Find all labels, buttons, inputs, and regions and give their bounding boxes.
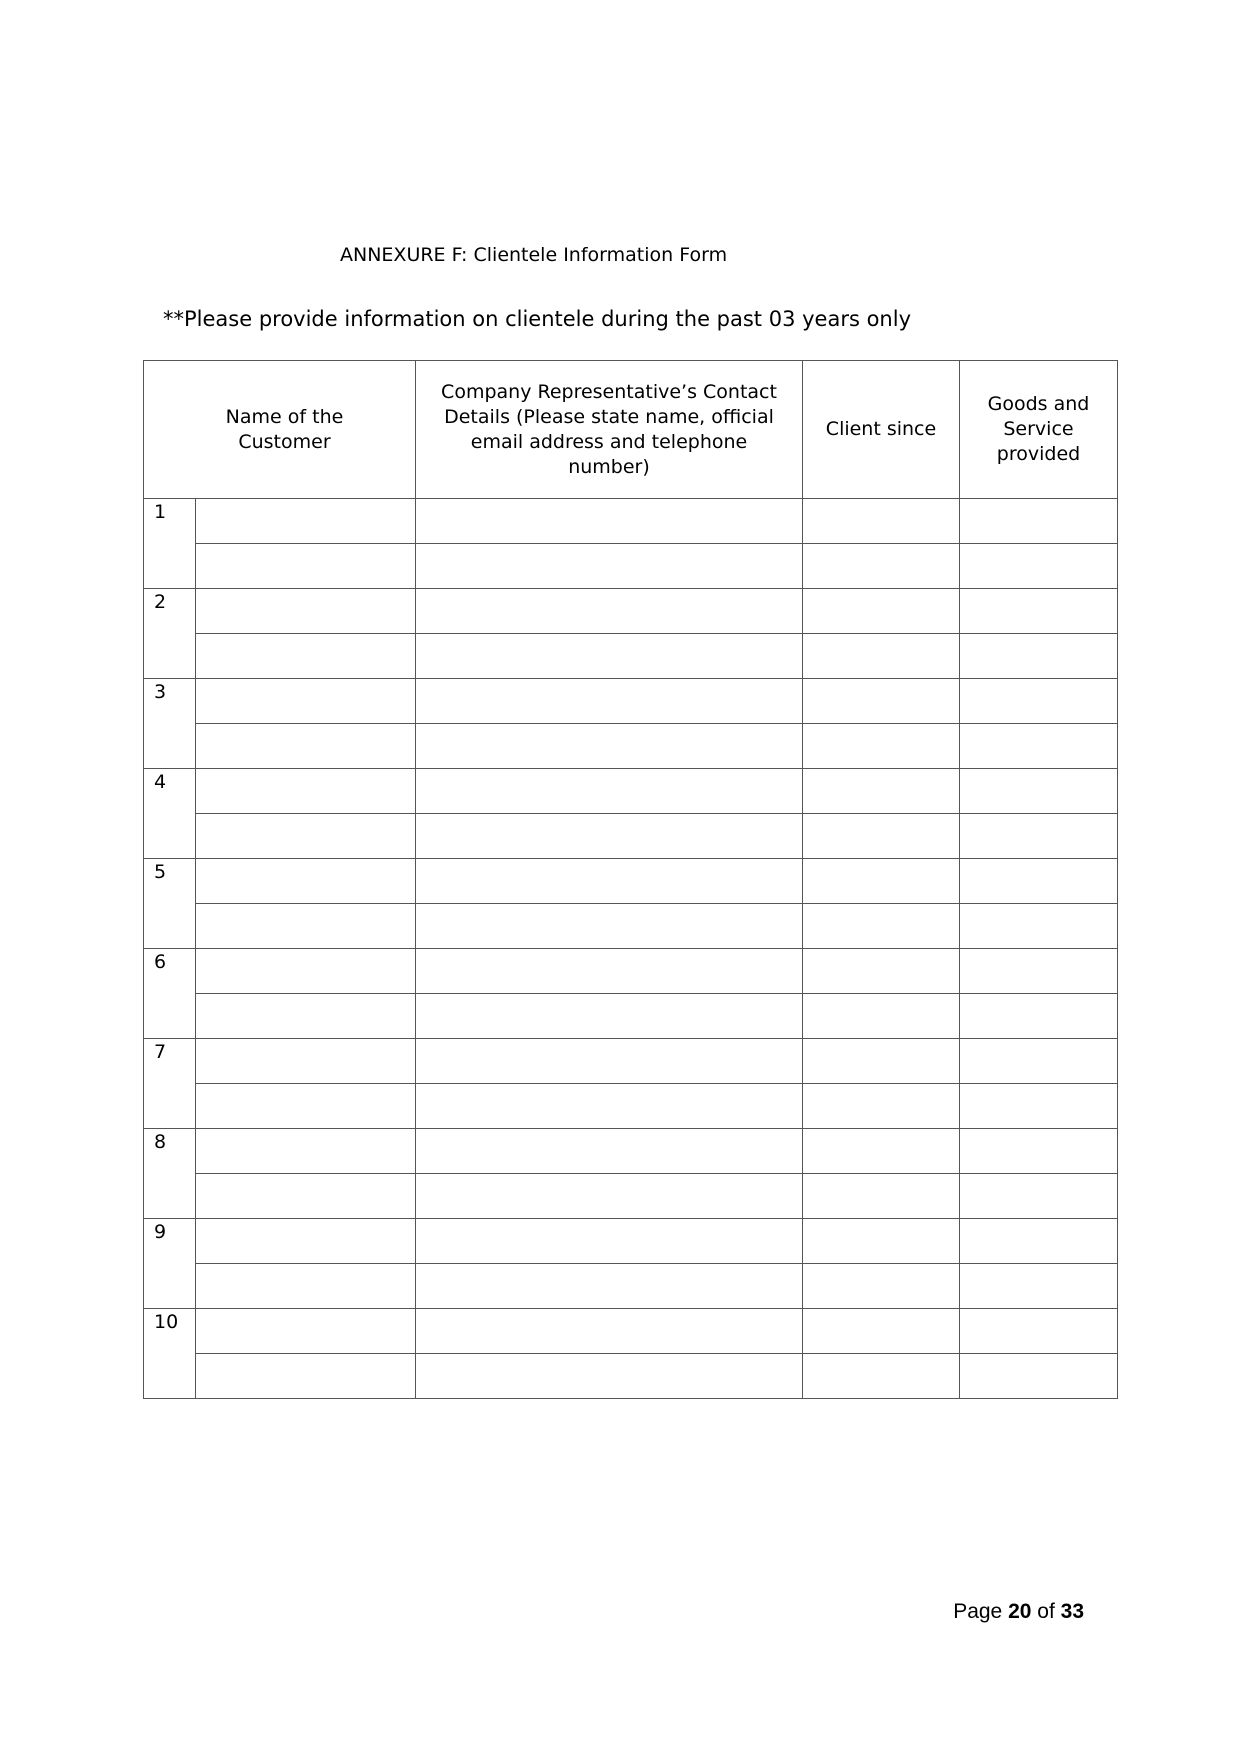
customer-cell[interactable] xyxy=(196,904,416,949)
customer-cell[interactable] xyxy=(196,1354,416,1399)
row-number: 3 xyxy=(144,679,196,769)
table-row xyxy=(144,679,1118,724)
customer-cell[interactable] xyxy=(196,634,416,679)
page-footer xyxy=(953,1600,1084,1624)
goods-service-cell[interactable] xyxy=(960,1129,1118,1174)
client-since-cell[interactable] xyxy=(803,814,960,859)
header-customer: Name of the Customer xyxy=(144,361,416,499)
client-since-cell[interactable] xyxy=(803,1264,960,1309)
customer-cell[interactable] xyxy=(196,1174,416,1219)
goods-service-cell[interactable] xyxy=(960,859,1118,904)
clientele-table xyxy=(143,360,1118,1399)
row-number: 6 xyxy=(144,949,196,1039)
table-row xyxy=(144,814,1118,859)
client-since-cell[interactable] xyxy=(803,994,960,1039)
table-row xyxy=(144,1264,1118,1309)
contact-cell[interactable] xyxy=(416,589,803,634)
contact-cell[interactable] xyxy=(416,1354,803,1399)
customer-cell[interactable] xyxy=(196,859,416,904)
goods-service-cell[interactable] xyxy=(960,1174,1118,1219)
client-since-cell[interactable] xyxy=(803,544,960,589)
client-since-cell[interactable] xyxy=(803,1129,960,1174)
client-since-cell[interactable] xyxy=(803,634,960,679)
goods-service-cell[interactable] xyxy=(960,949,1118,994)
page-total: 33 xyxy=(1060,1600,1084,1623)
table-row xyxy=(144,1219,1118,1264)
customer-cell[interactable] xyxy=(196,1129,416,1174)
customer-cell[interactable] xyxy=(196,814,416,859)
goods-service-cell[interactable] xyxy=(960,589,1118,634)
contact-cell[interactable] xyxy=(416,769,803,814)
contact-cell[interactable] xyxy=(416,634,803,679)
client-since-cell[interactable] xyxy=(803,1354,960,1399)
contact-cell[interactable] xyxy=(416,1219,803,1264)
contact-cell[interactable] xyxy=(416,1309,803,1354)
client-since-cell[interactable] xyxy=(803,1174,960,1219)
contact-cell[interactable] xyxy=(416,1129,803,1174)
table-row xyxy=(144,859,1118,904)
table-row xyxy=(144,1039,1118,1084)
client-since-cell[interactable] xyxy=(803,1039,960,1084)
row-number: 8 xyxy=(144,1129,196,1219)
table-body xyxy=(144,499,1118,1399)
goods-service-cell[interactable] xyxy=(960,634,1118,679)
goods-service-cell[interactable] xyxy=(960,994,1118,1039)
row-number: 5 xyxy=(144,859,196,949)
customer-cell[interactable] xyxy=(196,544,416,589)
table-row xyxy=(144,949,1118,994)
table-row xyxy=(144,724,1118,769)
customer-cell[interactable] xyxy=(196,1039,416,1084)
table-row xyxy=(144,994,1118,1039)
table-row xyxy=(144,904,1118,949)
goods-service-cell[interactable] xyxy=(960,499,1118,544)
goods-service-cell[interactable] xyxy=(960,1309,1118,1354)
row-number: 10 xyxy=(144,1309,196,1399)
client-since-cell[interactable] xyxy=(803,1084,960,1129)
client-since-cell[interactable] xyxy=(803,499,960,544)
customer-cell[interactable] xyxy=(196,589,416,634)
instruction-text: **Please provide information on clientele during the past 03 years only xyxy=(163,307,911,331)
page-label: Page xyxy=(953,1600,1003,1623)
goods-service-cell[interactable] xyxy=(960,1219,1118,1264)
client-since-cell[interactable] xyxy=(803,904,960,949)
customer-cell[interactable] xyxy=(196,679,416,724)
row-number: 4 xyxy=(144,769,196,859)
table-row xyxy=(144,1174,1118,1219)
client-since-cell[interactable] xyxy=(803,1219,960,1264)
goods-service-cell[interactable] xyxy=(960,679,1118,724)
table-row xyxy=(144,1084,1118,1129)
table-row xyxy=(144,1354,1118,1399)
client-since-cell[interactable] xyxy=(803,1309,960,1354)
goods-service-cell[interactable] xyxy=(960,769,1118,814)
contact-cell[interactable] xyxy=(416,1084,803,1129)
client-since-cell[interactable] xyxy=(803,859,960,904)
contact-cell[interactable] xyxy=(416,1264,803,1309)
row-number: 2 xyxy=(144,589,196,679)
customer-cell[interactable] xyxy=(196,769,416,814)
contact-cell[interactable] xyxy=(416,949,803,994)
customer-cell[interactable] xyxy=(196,499,416,544)
row-number: 7 xyxy=(144,1039,196,1129)
customer-cell[interactable] xyxy=(196,1264,416,1309)
contact-cell[interactable] xyxy=(416,724,803,769)
goods-service-cell[interactable] xyxy=(960,1264,1118,1309)
goods-service-cell[interactable] xyxy=(960,1039,1118,1084)
goods-service-cell[interactable] xyxy=(960,1354,1118,1399)
row-number: 1 xyxy=(144,499,196,589)
table-row xyxy=(144,499,1118,544)
contact-cell[interactable] xyxy=(416,1039,803,1084)
page-number: 20 xyxy=(1008,1600,1032,1623)
header-row xyxy=(144,361,1118,499)
goods-service-cell[interactable] xyxy=(960,814,1118,859)
contact-cell[interactable] xyxy=(416,499,803,544)
contact-cell[interactable] xyxy=(416,859,803,904)
table-row xyxy=(144,544,1118,589)
customer-cell[interactable] xyxy=(196,1309,416,1354)
client-since-cell[interactable] xyxy=(803,949,960,994)
header-goods-service: Goods and Service provided xyxy=(960,361,1118,499)
customer-cell[interactable] xyxy=(196,724,416,769)
table-row xyxy=(144,1309,1118,1354)
customer-cell[interactable] xyxy=(196,949,416,994)
goods-service-cell[interactable] xyxy=(960,1084,1118,1129)
customer-cell[interactable] xyxy=(196,1084,416,1129)
table-row xyxy=(144,634,1118,679)
contact-cell[interactable] xyxy=(416,994,803,1039)
client-since-cell[interactable] xyxy=(803,769,960,814)
table-row xyxy=(144,769,1118,814)
client-since-cell[interactable] xyxy=(803,589,960,634)
of-label: of xyxy=(1037,1600,1055,1623)
row-number: 9 xyxy=(144,1219,196,1309)
form-title: ANNEXURE F: Clientele Information Form xyxy=(340,244,728,266)
contact-cell[interactable] xyxy=(416,904,803,949)
contact-cell[interactable] xyxy=(416,1174,803,1219)
client-since-cell[interactable] xyxy=(803,724,960,769)
contact-cell[interactable] xyxy=(416,544,803,589)
customer-cell[interactable] xyxy=(196,1219,416,1264)
header-client-since: Client since xyxy=(803,361,960,499)
contact-cell[interactable] xyxy=(416,814,803,859)
client-since-cell[interactable] xyxy=(803,679,960,724)
goods-service-cell[interactable] xyxy=(960,724,1118,769)
table-row xyxy=(144,589,1118,634)
table-row xyxy=(144,1129,1118,1174)
goods-service-cell[interactable] xyxy=(960,904,1118,949)
contact-cell[interactable] xyxy=(416,679,803,724)
goods-service-cell[interactable] xyxy=(960,544,1118,589)
customer-cell[interactable] xyxy=(196,994,416,1039)
header-contact: Company Representative’s Contact Details (Please state name, official email address and telephone number) xyxy=(416,361,803,499)
